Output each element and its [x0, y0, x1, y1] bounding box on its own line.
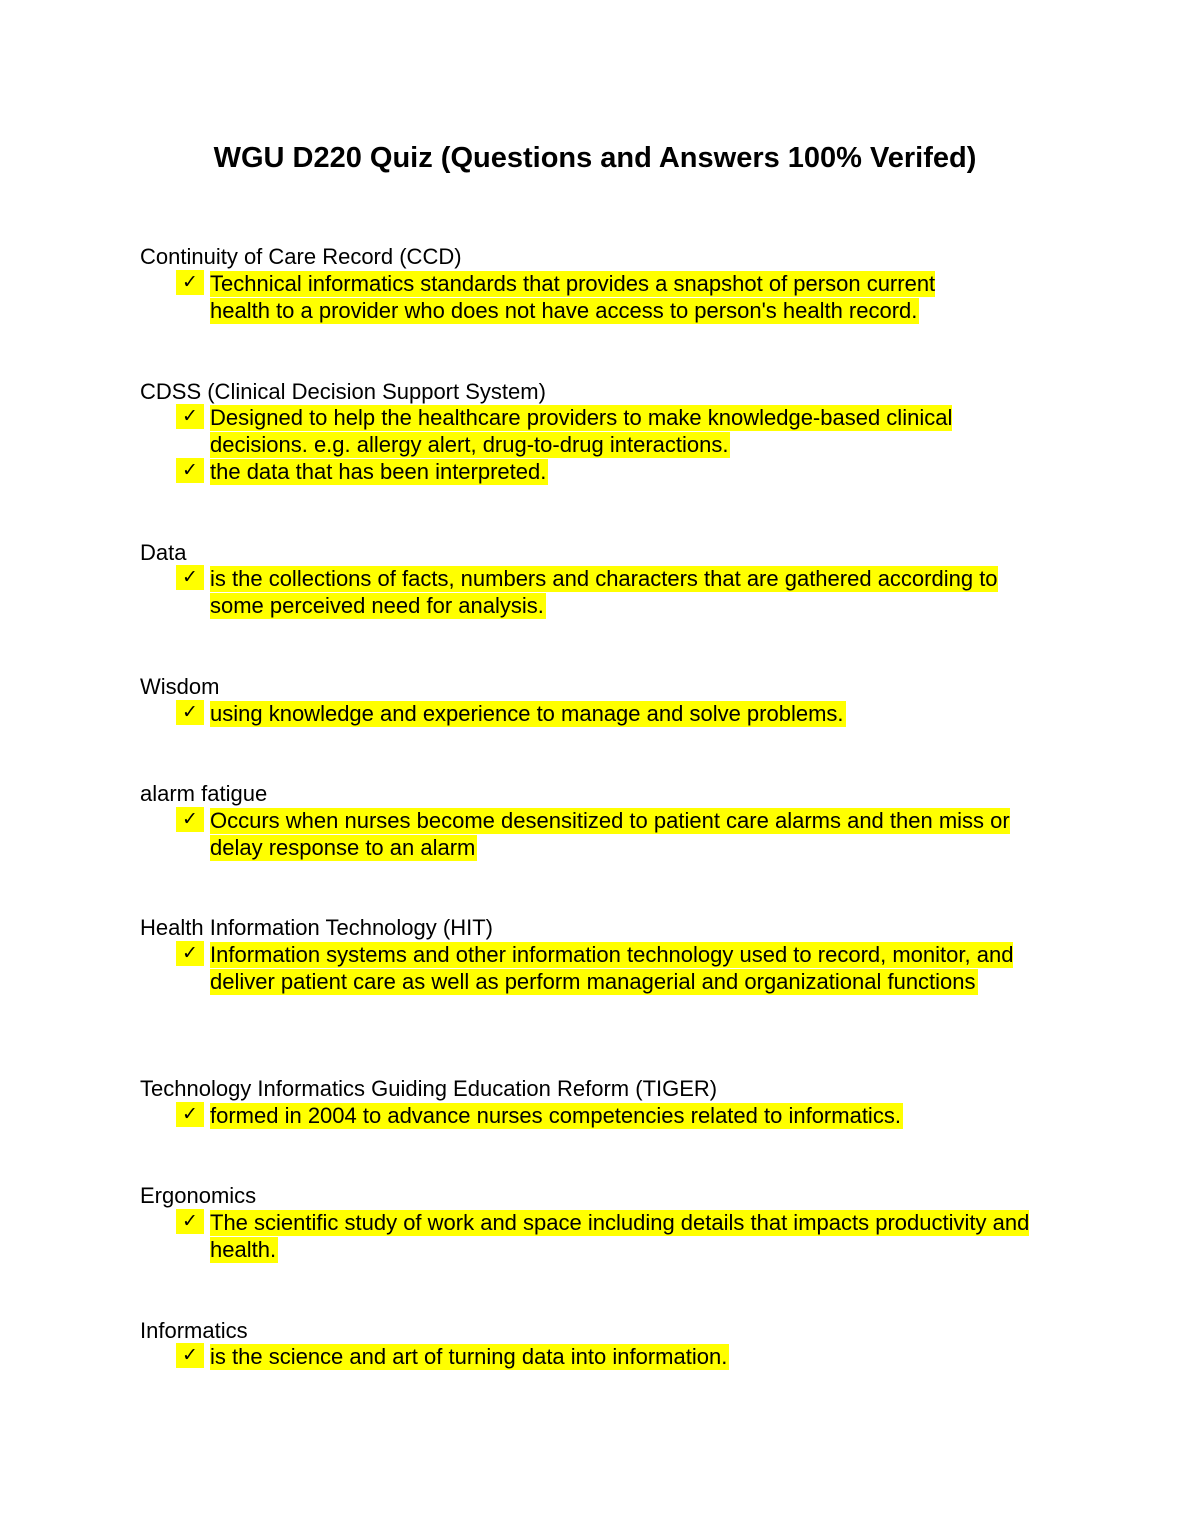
term-heading: Continuity of Care Record (CCD) [140, 244, 462, 269]
document-title: WGU D220 Quiz (Questions and Answers 100% Verifed) [213, 142, 977, 174]
answer-text: Designed to help the healthcare providers to make knowledge-based clinical decisions. e.g. allergy alert, drug-to-drug interactions. [210, 405, 953, 457]
checkmark-icon: ✓ [176, 700, 204, 725]
answer-item [176, 941, 1056, 995]
answer-item [176, 1102, 1056, 1129]
checkmark-icon: ✓ [176, 1209, 204, 1234]
answer-item [176, 565, 1056, 619]
term-heading: CDSS (Clinical Decision Support System) [140, 379, 546, 404]
term-heading: Ergonomics [140, 1183, 257, 1208]
answer-item [176, 1343, 1056, 1370]
checkmark-icon: ✓ [176, 404, 204, 429]
term-heading: Technology Informatics Guiding Education Reform (TIGER) [140, 1076, 718, 1101]
answer-text: using knowledge and experience to manage and solve problems. [210, 701, 844, 726]
answer-text: is the science and art of turning data into information. [210, 1344, 728, 1369]
answer-item [176, 458, 1056, 485]
checkmark-icon: ✓ [176, 1102, 204, 1127]
answer-text: Information systems and other information technology used to record, monitor, and deliver patient care as well as perform managerial and organizational functions [210, 942, 1014, 994]
term-heading: Health Information Technology (HIT) [140, 915, 493, 940]
checkmark-icon: ✓ [176, 807, 204, 832]
answer-item [176, 270, 1056, 324]
term-heading: alarm fatigue [140, 781, 268, 806]
term-heading: Wisdom [140, 674, 220, 699]
answer-item [176, 700, 1056, 727]
checkmark-icon: ✓ [176, 1343, 204, 1368]
answer-item [176, 1209, 1056, 1263]
checkmark-icon: ✓ [176, 270, 204, 295]
answer-item [176, 807, 1056, 861]
term-heading: Data [140, 540, 187, 565]
answer-text: Technical informatics standards that provides a snapshot of person current health to a provider who does not have access to person's health record. [210, 271, 936, 323]
answer-text: The scientific study of work and space including details that impacts productivity and health. [210, 1210, 1030, 1262]
answer-item [176, 404, 1056, 458]
checkmark-icon: ✓ [176, 941, 204, 966]
term-heading: Informatics [140, 1318, 248, 1343]
checkmark-icon: ✓ [176, 458, 204, 483]
answer-text: formed in 2004 to advance nurses competencies related to informatics. [210, 1103, 901, 1128]
answer-text: Occurs when nurses become desensitized to patient care alarms and then miss or delay response to an alarm [210, 808, 1010, 860]
answer-text: the data that has been interpreted. [210, 459, 547, 484]
answer-text: is the collections of facts, numbers and characters that are gathered according to some perceived need for analysis. [210, 566, 998, 618]
checkmark-icon: ✓ [176, 565, 204, 590]
